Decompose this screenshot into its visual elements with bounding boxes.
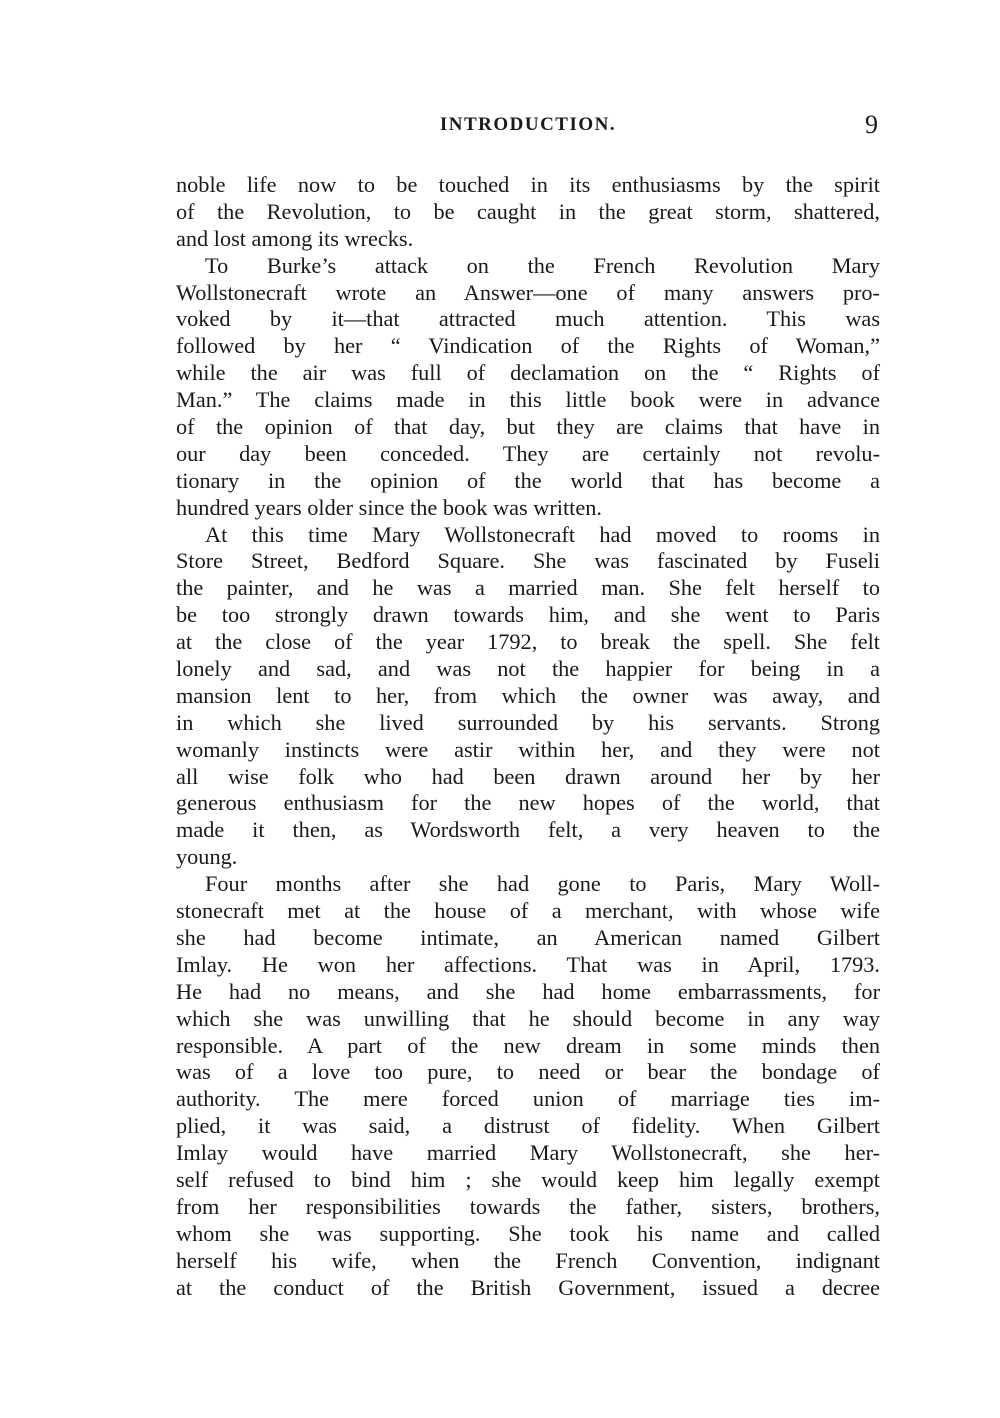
text-line: while the air was full of declamation on the “ Rights of <box>176 360 880 386</box>
text-line: hundred years older since the book was written. <box>176 494 602 520</box>
text-line: whom she was supporting. She took his name and called <box>176 1220 880 1246</box>
text-line: generous enthusiasm for the new hopes of the world, that <box>176 790 880 816</box>
text-line: the painter, and he was a married man. She felt herself to <box>176 575 880 601</box>
text-line: Store Street, Bedford Square. She was fascinated by Fuseli <box>176 548 880 574</box>
text-line: was of a love too pure, to need or bear the bondage of <box>176 1059 880 1085</box>
page-number: 9 <box>865 110 878 139</box>
text-line: Man.” The claims made in this little book were in advance <box>176 387 880 413</box>
text-line: followed by her “ Vindication of the Rights of Woman,” <box>176 333 880 359</box>
text-line: noble life now to be touched in its enthusiasms by the spirit <box>176 172 880 197</box>
running-head <box>176 112 880 142</box>
text-line: of the Revolution, to be caught in the great storm, shattered, <box>176 198 880 224</box>
text-line: At this time Mary Wollstonecraft had moved to rooms in <box>205 521 880 547</box>
text-line: which she was unwilling that he should become in any way <box>176 1005 880 1031</box>
text-line: of the opinion of that day, but they are claims that have in <box>176 414 880 440</box>
text-line: made it then, as Wordsworth felt, a very heaven to the <box>176 817 880 843</box>
text-line: and lost among its wrecks. <box>176 225 414 251</box>
text-line: at the conduct of the British Government, issued a decree <box>176 1274 880 1300</box>
text-line: herself his wife, when the French Convention, indignant <box>176 1247 880 1273</box>
text-line: authority. The mere forced union of marriage ties im- <box>176 1086 880 1112</box>
text-line: all wise folk who had been drawn around her by her <box>176 763 880 789</box>
text-line: tionary in the opinion of the world that has become a <box>176 467 880 493</box>
text-line: Wollstonecraft wrote an Answer—one of many answers pro- <box>176 279 880 305</box>
text-line: womanly instincts were astir within her, and they were not <box>176 736 880 762</box>
body-text <box>176 172 880 1301</box>
text-line: lonely and sad, and was not the happier for being in a <box>176 656 880 682</box>
text-line: He had no means, and she had home embarrassments, for <box>176 978 880 1004</box>
text-line: Imlay would have married Mary Wollstonecraft, she her- <box>176 1140 880 1166</box>
text-line: self refused to bind him ; she would keep him legally exempt <box>176 1166 880 1192</box>
text-line: mansion lent to her, from which the owner was away, and <box>176 682 880 708</box>
text-line: voked by it—that attracted much attention. This was <box>176 306 880 332</box>
text-line: from her responsibilities towards the father, sisters, brothers, <box>176 1193 880 1219</box>
text-line: in which she lived surrounded by his servants. Strong <box>176 709 880 735</box>
text-line: Imlay. He won her affections. That was in April, 1793. <box>176 951 880 977</box>
text-line: our day been conceded. They are certainly not revolu- <box>176 440 880 466</box>
text-line: To Burke’s attack on the French Revolution Mary <box>205 252 880 278</box>
text-line: Four months after she had gone to Paris, Mary Woll- <box>205 871 880 897</box>
text-line: plied, it was said, a distrust of fidelity. When Gilbert <box>176 1113 880 1139</box>
text-line: be too strongly drawn towards him, and she went to Paris <box>176 602 880 628</box>
text-line: young. <box>176 844 238 870</box>
text-line: she had become intimate, an American named Gilbert <box>176 924 880 950</box>
text-line: responsible. A part of the new dream in some minds then <box>176 1032 880 1058</box>
running-title: INTRODUCTION. <box>439 114 617 135</box>
text-line: stonecraft met at the house of a merchant, with whose wife <box>176 898 880 924</box>
text-line: at the close of the year 1792, to break the spell. She felt <box>176 629 880 655</box>
